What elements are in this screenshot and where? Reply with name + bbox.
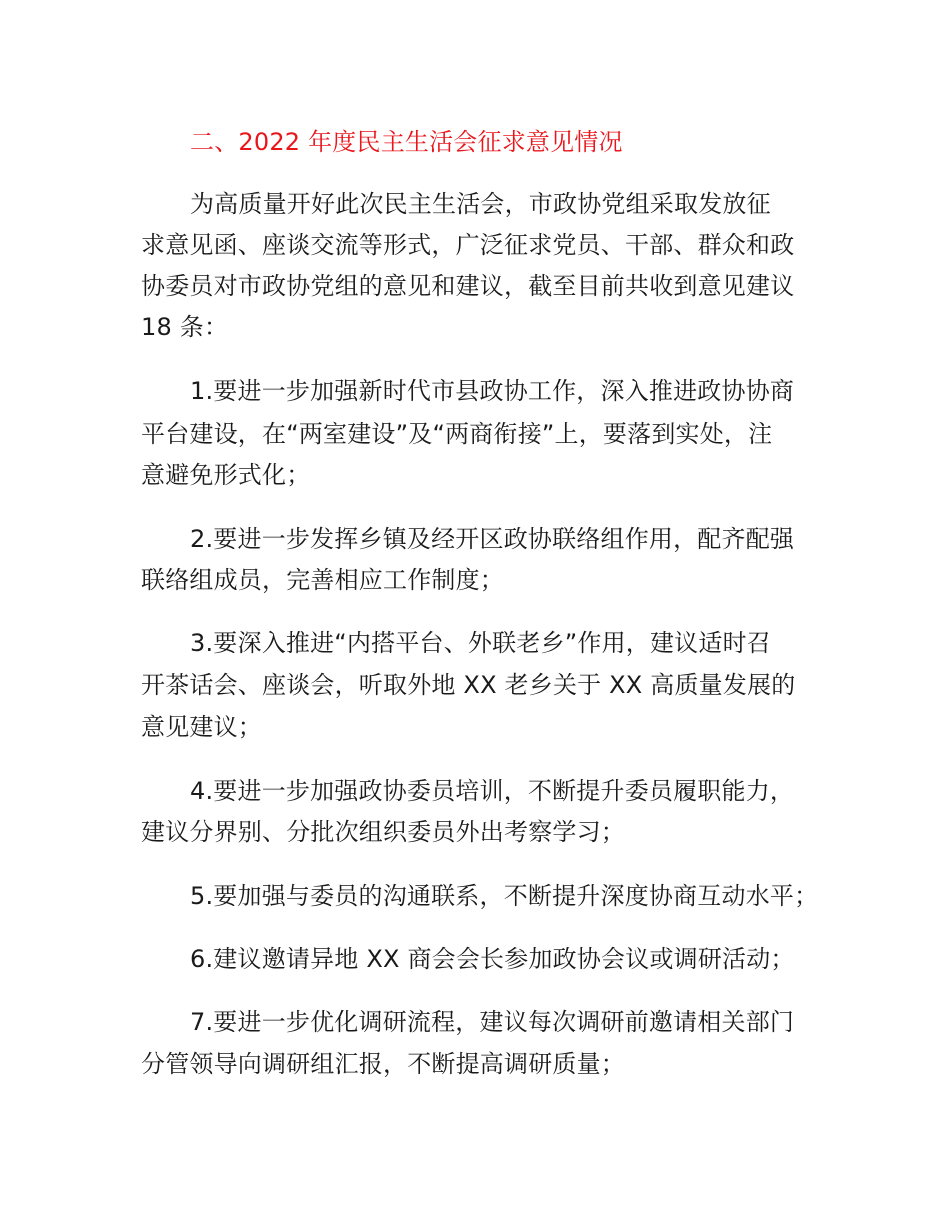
list-item-line: 2.要进一步发挥乡镇及经开区政协联络组作用，配齐配强 bbox=[190, 525, 795, 553]
list-item-line: 1.要进一步加强新时代市县政协工作，深入推进政协协商 bbox=[190, 377, 795, 405]
paragraph-line: 18 条： bbox=[141, 313, 229, 341]
section-heading: 二、2022 年度民主生活会征求意见情况 bbox=[190, 128, 623, 156]
list-item-line: 开茶话会、座谈会，听取外地 XX 老乡关于 XX 高质量发展的 bbox=[141, 671, 796, 699]
paragraph-line: 求意见函、座谈交流等形式，广泛征求党员、干部、群众和政 bbox=[141, 231, 795, 259]
list-item-line: 分管领导向调研组汇报，不断提高调研质量； bbox=[141, 1050, 625, 1078]
paragraph-line: 为高质量开好此次民主生活会，市政协党组采取发放征 bbox=[190, 190, 771, 218]
list-item-line: 4.要进一步加强政协委员培训，不断提升委员履职能力， bbox=[190, 777, 795, 805]
list-item-line: 联络组成员，完善相应工作制度； bbox=[141, 566, 504, 594]
list-item-line: 7.要进一步优化调研流程，建议每次调研前邀请相关部门 bbox=[190, 1008, 795, 1036]
list-item-line: 意见建议； bbox=[141, 713, 262, 741]
list-item-line: 5.要加强与委员的沟通联系，不断提升深度协商互动水平； bbox=[190, 882, 819, 910]
list-item-line: 意避免形式化； bbox=[141, 461, 311, 489]
list-item-line: 3.要深入推进“内搭平台、外联老乡”作用，建议适时召 bbox=[190, 629, 771, 657]
paragraph-line: 协委员对市政协党组的意见和建议，截至目前共收到意见建议 bbox=[141, 272, 795, 300]
list-item-line: 平台建设，在“两室建设”及“两商衔接”上，要落到实处，注 bbox=[141, 420, 773, 448]
list-item-line: 建议分界别、分批次组织委员外出考察学习； bbox=[141, 818, 625, 846]
list-item-line: 6.建议邀请异地 XX 商会会长参加政协会议或调研活动； bbox=[190, 945, 795, 973]
